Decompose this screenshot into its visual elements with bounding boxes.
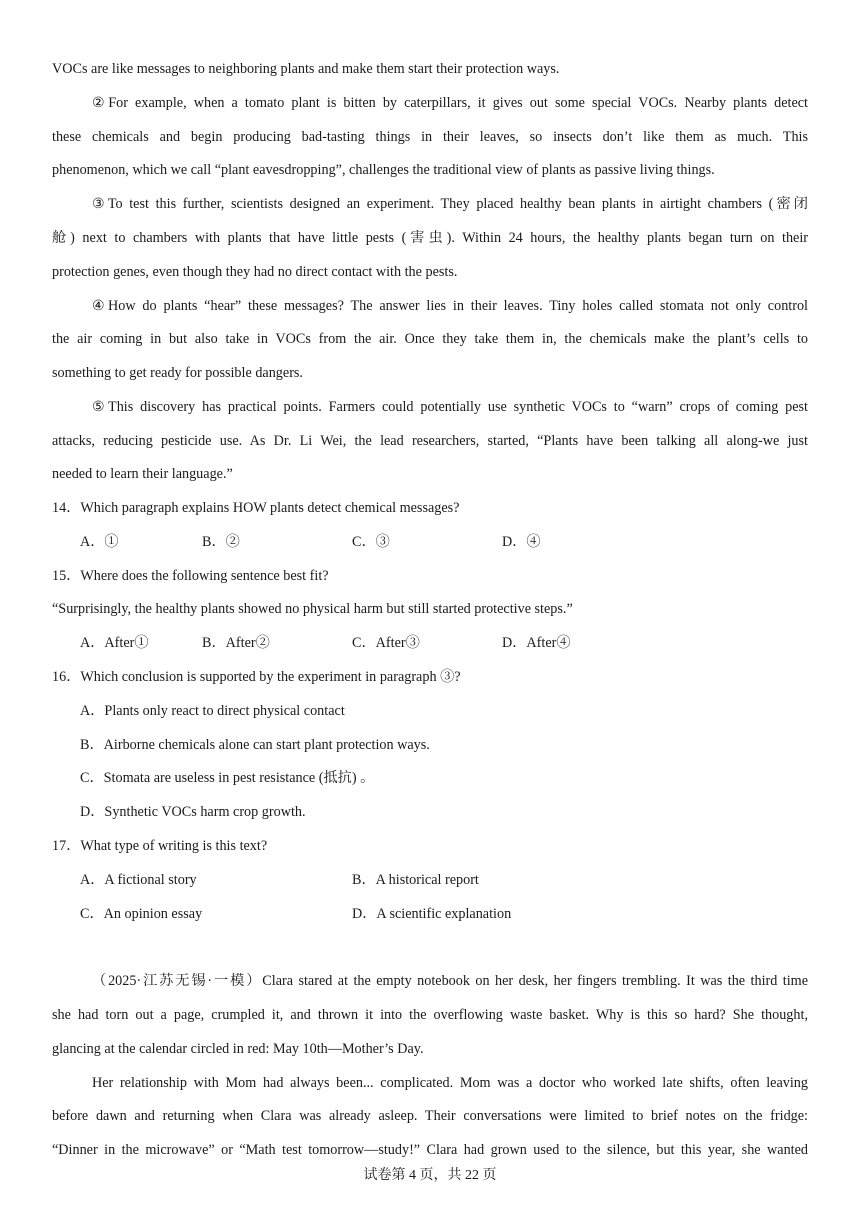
question-stem: 14．Which paragraph explains HOW plants detect chemical messages? [52, 500, 460, 516]
paragraph-2-line: phenomenon, which we call “plant eavesdropping”, challenges the traditional view of plants as passive living things. [52, 162, 715, 178]
paragraph-3-line: ③To test this further, scientists designed an experiment. They placed healthy bean plants in airtight chambers (密闭 [92, 196, 808, 212]
paragraph-3-line: protection genes, even though they had no direct contact with the pests. [52, 264, 458, 280]
option-b: B．Airborne chemicals alone can start plant protection ways. [80, 737, 430, 753]
passage-line: VOCs are like messages to neighboring plants and make them start their protection ways. [52, 61, 560, 77]
paragraph-2-line: these chemicals and begin producing bad-tasting things in their leaves, so insects don’t like them as much. This [52, 129, 808, 145]
paragraph-line: before dawn and returning when Clara was already asleep. Their conversations were limited to brief notes on the fridge: [52, 1108, 808, 1124]
paragraph-line: glancing at the calendar circled in red: May 10th—Mother’s Day. [52, 1041, 424, 1057]
paragraph-5-line: ⑤This discovery has practical points. Farmers could potentially use synthetic VOCs to “warn” crops of coming pest [92, 399, 808, 415]
option-a: A．① [80, 534, 119, 550]
option-a: A．A fictional story [80, 872, 197, 888]
option-d: D．④ [502, 534, 541, 550]
option-b: B．A historical report [352, 872, 479, 888]
option-b: B．After② [202, 635, 270, 651]
option-c: C．③ [352, 534, 390, 550]
paragraph-3-line: 舱) next to chambers with plants that have little pests (害虫). Within 24 hours, the healthy plants began turn on their [52, 230, 808, 246]
paragraph-line: Her relationship with Mom had always been... complicated. Mom was a doctor who worked late shifts, often leaving [92, 1075, 808, 1091]
question-quote: “Surprisingly, the healthy plants showed no physical harm but still started protective steps.” [52, 601, 573, 617]
paragraph-4-line: ④How do plants “hear” these messages? The answer lies in their leaves. Tiny holes called stomata not only control [92, 298, 808, 314]
question-stem: 16．Which conclusion is supported by the experiment in paragraph ③? [52, 669, 461, 685]
paragraph-line: she had torn out a page, crumpled it, and thrown it into the overflowing waste basket. Why is this so hard? She thought, [52, 1007, 808, 1023]
option-d: D．A scientific explanation [352, 906, 512, 922]
option-a: A．After① [80, 635, 149, 651]
option-b: B．② [202, 534, 240, 550]
option-d: D．Synthetic VOCs harm crop growth. [80, 804, 306, 820]
paragraph-5-line: needed to learn their language.” [52, 466, 233, 482]
paragraph-5-line: attacks, reducing pesticide use. As Dr. Li Wei, the lead researchers, started, “Plants have been talking all along-we just [52, 433, 808, 449]
paragraph-line: （2025·江苏无锡·一模）Clara stared at the empty notebook on her desk, her fingers trembling. It was the third time [92, 973, 808, 989]
paragraph-4-line: the air coming in but also take in VOCs from the air. Once they take them in, the chemicals make the plant’s cells to [52, 331, 808, 347]
question-stem: 15．Where does the following sentence best fit? [52, 568, 329, 584]
option-c: C．An opinion essay [80, 906, 203, 922]
option-c: C．After③ [352, 635, 420, 651]
option-a: A．Plants only react to direct physical contact [80, 703, 345, 719]
paragraph-line: “Dinner in the microwave” or “Math test tomorrow—study!” Clara had grown used to the silence, but this year, she wanted [52, 1142, 808, 1158]
paragraph-4-line: something to get ready for possible dangers. [52, 365, 303, 381]
page-footer: 试卷第 4 页，共 22 页 [363, 1168, 497, 1183]
paragraph-2-line: ②For example, when a tomato plant is bitten by caterpillars, it gives out some special VOCs. Nearby plants detect [92, 95, 808, 111]
option-d: D．After④ [502, 635, 571, 651]
option-c: C．Stomata are useless in pest resistance (抵抗) 。 [80, 770, 375, 786]
question-stem: 17．What type of writing is this text? [52, 838, 268, 854]
